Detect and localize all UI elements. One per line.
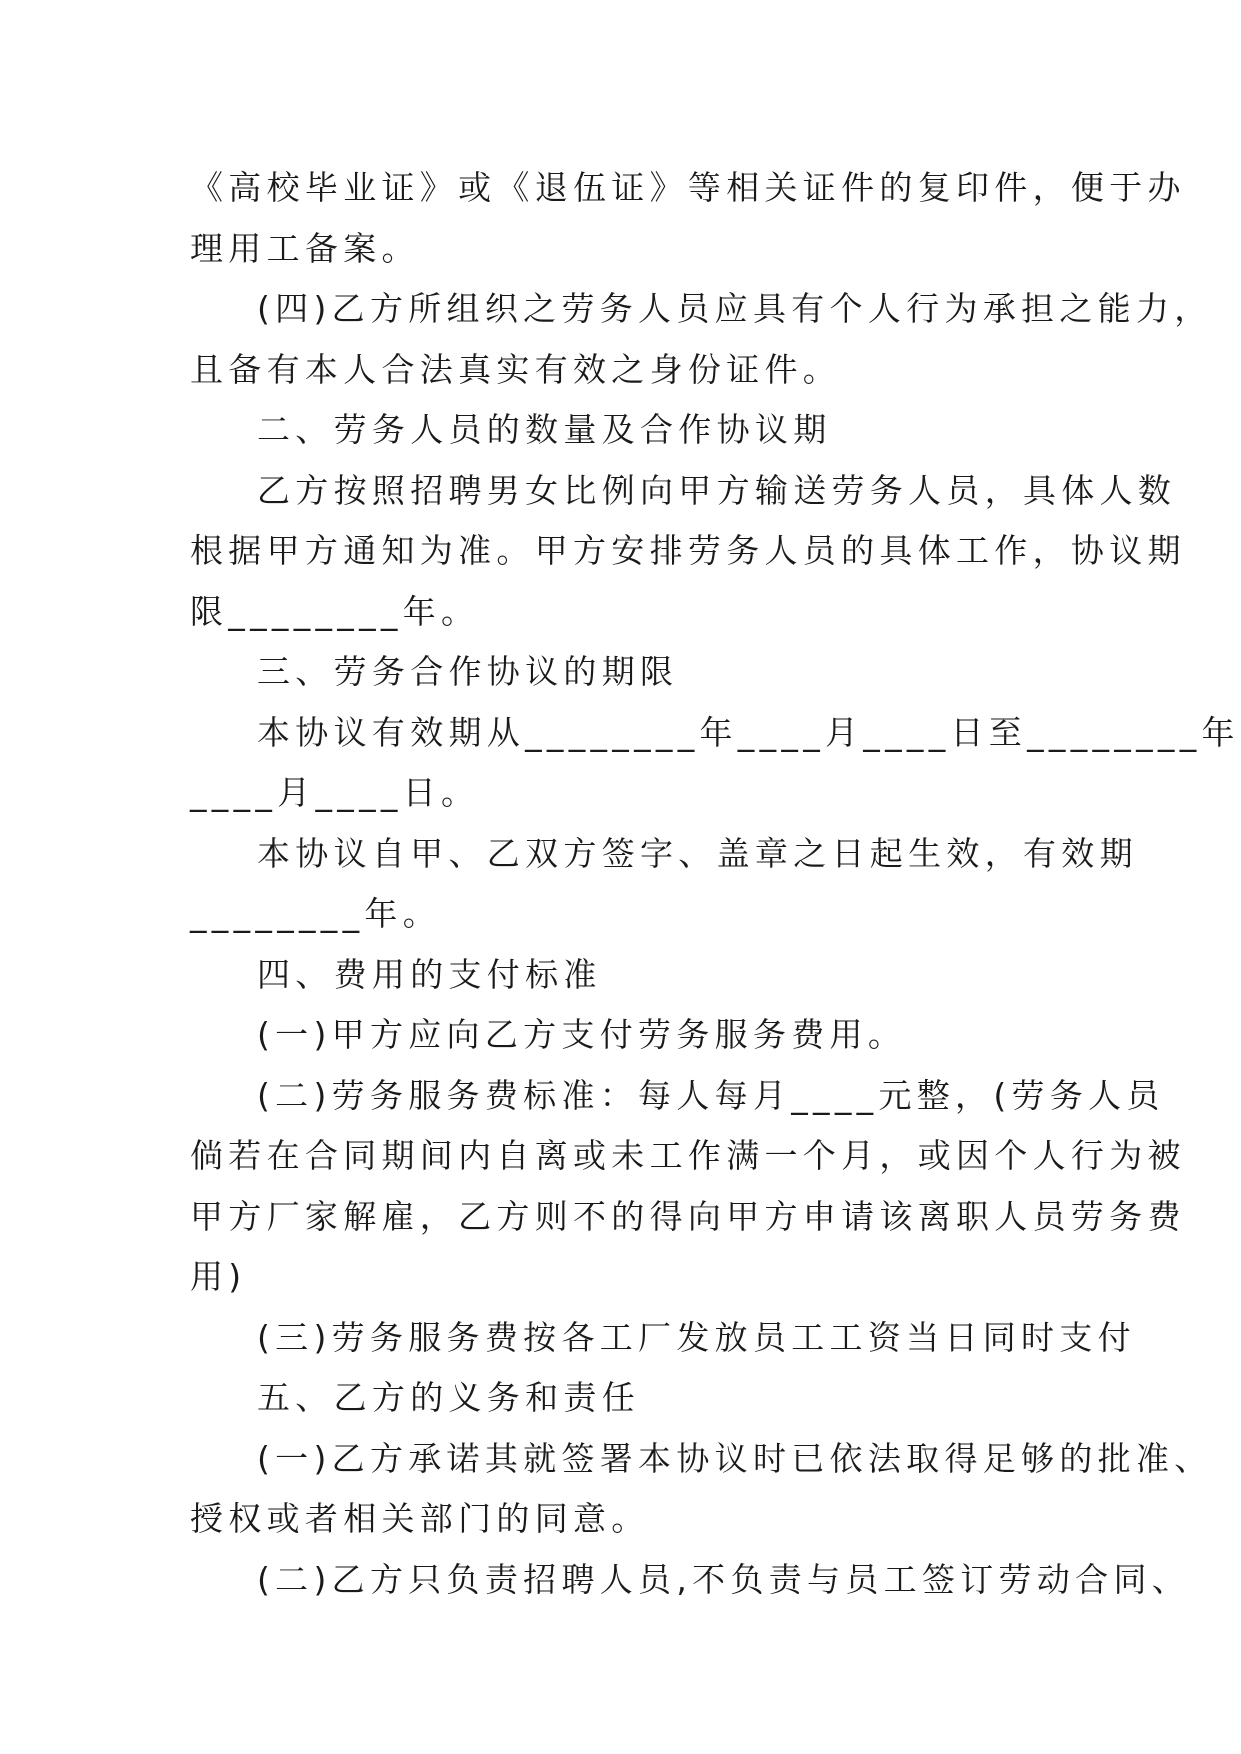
section-heading: 五、乙方的义务和责任 xyxy=(257,1378,640,1417)
text-line: 且备有本人合法真实有效之身份证件。 xyxy=(190,349,842,389)
text-line: 甲方厂家解雇，乙方则不的得向甲方申请该离职人员劳务费 xyxy=(190,1196,1186,1236)
section-heading: 二、劳务人员的数量及合作协议期 xyxy=(257,410,832,449)
text-line: 《高校毕业证》或《退伍证》等相关证件的复印件，便于办 xyxy=(190,168,1186,207)
paragraph-line: 本协议自甲、乙双方签字、盖章之日起生效，有效期 xyxy=(257,833,1138,873)
clause-line: (二)乙方只负责招聘人员,不负责与员工签订劳动合同、 xyxy=(257,1559,1191,1599)
text-line: 理用工备案。 xyxy=(190,228,420,268)
text-line: ________年。 xyxy=(190,894,441,933)
clause-line: (一)乙方承诺其就签署本协议时已依法取得足够的批准、 xyxy=(257,1438,1213,1478)
clause-line: (三)劳务服务费按各工厂发放员工工资当日同时支付 xyxy=(257,1317,1136,1357)
text-line: ____月____日。 xyxy=(190,773,480,812)
paragraph-line: 本协议有效期从________年____月____日至________年 xyxy=(257,712,1240,752)
text-line: 限________年。 xyxy=(190,591,480,631)
clause-line: (四)乙方所组织之劳务人员应具有个人行为承担之能力， xyxy=(257,289,1213,328)
clause-line: (一)甲方应向乙方支付劳务服务费用。 xyxy=(257,1015,907,1054)
section-heading: 三、劳务合作协议的期限 xyxy=(257,652,679,691)
text-line: 用) xyxy=(190,1257,247,1296)
text-line: 根据甲方通知为准。甲方安排劳务人员的具体工作，协议期 xyxy=(190,531,1186,570)
clause-line: (二)劳务服务费标准：每人每月____元整，(劳务人员 xyxy=(257,1075,1165,1115)
section-heading: 四、费用的支付标准 xyxy=(257,954,602,994)
text-line: 授权或者相关部门的同意。 xyxy=(190,1499,650,1538)
text-line: 倘若在合同期间内自离或未工作满一个月，或因个人行为被 xyxy=(190,1136,1186,1175)
paragraph-line: 乙方按照招聘男女比例向甲方输送劳务人员，具体人数 xyxy=(257,470,1177,510)
document-body xyxy=(190,158,1240,1610)
